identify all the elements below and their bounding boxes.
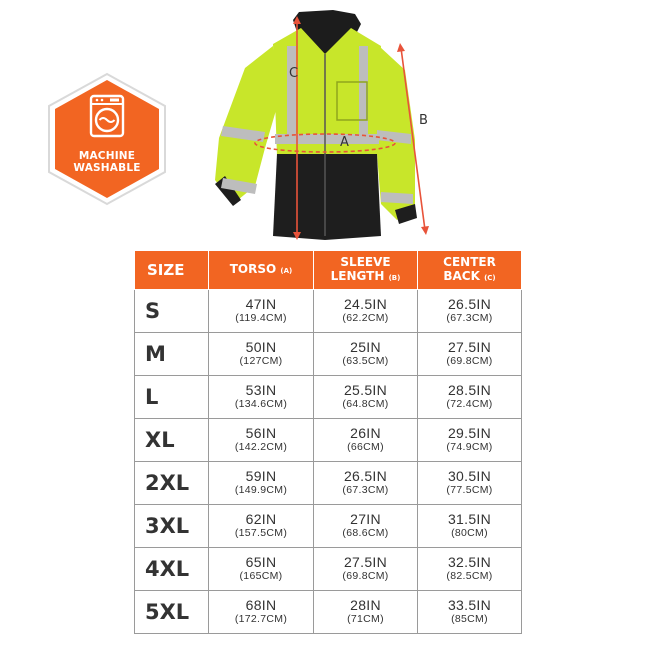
table-row <box>135 376 522 419</box>
size-cell: M <box>135 333 209 376</box>
torso-cell: 65IN (165CM) <box>209 548 314 591</box>
table-row <box>135 290 522 333</box>
torso-cell: 53IN (134.6CM) <box>209 376 314 419</box>
hexagon-badge-shape <box>46 72 168 206</box>
torso-cell: 62IN (157.5CM) <box>209 505 314 548</box>
center-back-cell: 28.5IN (72.4CM) <box>418 376 522 419</box>
center-back-cell: 27.5IN (69.8CM) <box>418 333 522 376</box>
measure-label-b: B <box>419 113 428 128</box>
torso-cell: 59IN (149.9CM) <box>209 462 314 505</box>
table-header-row <box>135 251 522 290</box>
size-chart-table <box>134 250 522 634</box>
size-cell: 2XL <box>135 462 209 505</box>
center-back-cell: 31.5IN (80CM) <box>418 505 522 548</box>
size-cell: 5XL <box>135 591 209 634</box>
center-back-cell: 33.5IN (85CM) <box>418 591 522 634</box>
header-torso: TORSO (A) <box>209 251 314 290</box>
torso-cell: 47IN (119.4CM) <box>209 290 314 333</box>
size-cell: 3XL <box>135 505 209 548</box>
badge-label <box>46 150 168 174</box>
table-row <box>135 333 522 376</box>
measure-label-a: A <box>340 135 349 150</box>
badge-line-2: WASHABLE <box>73 162 141 174</box>
table-row <box>135 505 522 548</box>
table-row <box>135 462 522 505</box>
sleeve-cell: 28IN (71CM) <box>314 591 418 634</box>
sleeve-cell: 24.5IN (62.2CM) <box>314 290 418 333</box>
center-back-cell: 30.5IN (77.5CM) <box>418 462 522 505</box>
header-center-back: CENTER BACK (C) <box>418 251 522 290</box>
badge-line-1: MACHINE <box>78 150 136 162</box>
size-cell: S <box>135 290 209 333</box>
table-row <box>135 548 522 591</box>
center-back-cell: 32.5IN (82.5CM) <box>418 548 522 591</box>
center-back-cell: 26.5IN (67.3CM) <box>418 290 522 333</box>
center-back-cell: 29.5IN (74.9CM) <box>418 419 522 462</box>
machine-washable-badge <box>46 72 168 206</box>
torso-cell: 68IN (172.7CM) <box>209 591 314 634</box>
header-sleeve-length: SLEEVE LENGTH (B) <box>314 251 418 290</box>
measure-label-c: C <box>289 66 299 81</box>
torso-cell: 56IN (142.2CM) <box>209 419 314 462</box>
table-row <box>135 591 522 634</box>
table-row <box>135 419 522 462</box>
sleeve-cell: 25.5IN (64.8CM) <box>314 376 418 419</box>
hi-vis-bomber-jacket-image <box>205 8 445 248</box>
sleeve-cell: 27IN (68.6CM) <box>314 505 418 548</box>
sleeve-cell: 26.5IN (67.3CM) <box>314 462 418 505</box>
sleeve-cell: 26IN (66CM) <box>314 419 418 462</box>
size-cell: L <box>135 376 209 419</box>
size-cell: XL <box>135 419 209 462</box>
sleeve-cell: 27.5IN (69.8CM) <box>314 548 418 591</box>
header-size: SIZE <box>135 251 209 290</box>
size-cell: 4XL <box>135 548 209 591</box>
sleeve-cell: 25IN (63.5CM) <box>314 333 418 376</box>
torso-cell: 50IN (127CM) <box>209 333 314 376</box>
